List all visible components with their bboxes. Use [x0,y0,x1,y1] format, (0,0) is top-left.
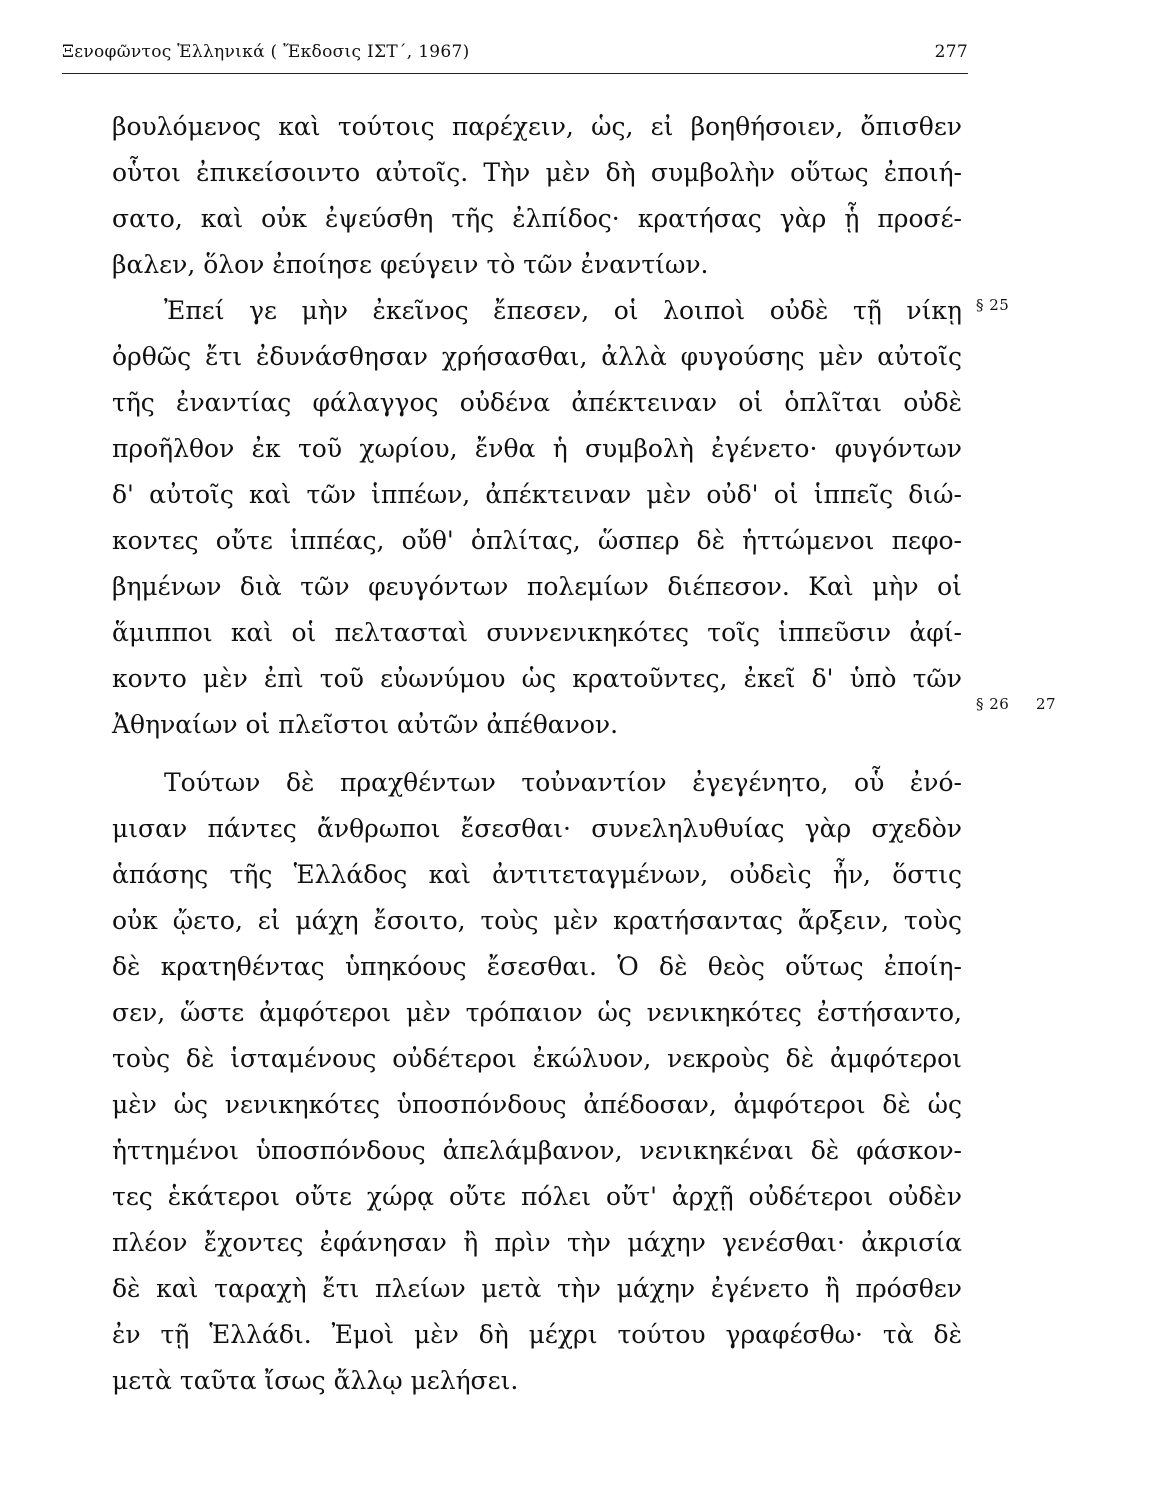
text-line: τοὺς δὲ ἱσταμένους οὐδέτεροι ἐκώλυον, νεκροὺς δὲ ἀμφότεροι [112,1044,962,1073]
text-line: μισαν πάντες ἄνθρωποι ἔσεσθαι· συνεληλυθυίας γὰρ σχεδὸν [112,814,962,843]
page-number: 277 [934,42,968,62]
text-line: κοντες οὔτε ἱππέας, οὔθ' ὁπλίτας, ὥσπερ δὲ ἡττώμενοι πεφο- [112,526,962,555]
text-line: Τούτων δὲ πραχθέντων τοὐναντίον ἐγεγένητο, οὗ ἐνό- [164,768,962,797]
text-line: προῆλθον ἐκ τοῦ χωρίου, ἔνθα ἡ συμβολὴ ἐγένετο· φυγόντων [112,434,962,463]
text-line: Ἀθηναίων οἱ πλεῖστοι αὐτῶν ἀπέθανον. [112,710,619,739]
text-line: ἐν τῇ Ἑλλάδι. Ἐμοὶ μὲν δὴ μέχρι τούτου γραφέσθω· τὰ δὲ [112,1320,962,1349]
text-line: σεν, ὥστε ἀμφότεροι μὲν τρόπαιον ὡς νενικηκότες ἐστήσαντο, [112,998,962,1027]
text-line: μὲν ὡς νενικηκότες ὑποσπόνδους ἀπέδοσαν, ἀμφότεροι δὲ ὡς [112,1090,962,1119]
text-line: σατο, καὶ οὐκ ἐψεύσθη τῆς ἐλπίδος· κρατήσας γὰρ ᾗ προσέ- [112,204,962,233]
body-text [112,104,962,1404]
text-line: μετὰ ταῦτα ἴσως ἄλλῳ μελήσει. [112,1366,519,1395]
text-line: οὗτοι ἐπικείσοιντο αὐτοῖς. Τὴν μὲν δὴ συμβολὴν οὕτως ἐποιή- [112,158,962,187]
text-line: δὲ καὶ ταραχὴ ἔτι πλείων μετὰ τὴν μάχην ἐγένετο ἢ πρόσθεν [112,1274,962,1303]
text-line: βουλόμενος καὶ τούτοις παρέχειν, ὡς, εἰ βοηθήσοιεν, ὄπισθεν [112,112,962,141]
text-line: κοντο μὲν ἐπὶ τοῦ εὐωνύμου ὡς κρατοῦντες, ἐκεῖ δ' ὑπὸ τῶν [112,664,962,693]
text-line: δὲ κρατηθέντας ὑπηκόους ἔσεσθαι. Ὁ δὲ θεὸς οὕτως ἐποίη- [112,952,962,981]
header-rule [62,73,968,74]
running-header [62,40,968,70]
text-line: Ἐπεί γε μὴν ἐκεῖνος ἔπεσεν, οἱ λοιποὶ οὐδὲ τῇ νίκῃ [164,296,962,325]
section-marker-26: § 26 [976,695,1010,713]
text-line: οὐκ ᾤετο, εἰ μάχη ἔσοιτο, τοὺς μὲν κρατήσαντας ἄρξειν, τοὺς [112,906,962,935]
text-line: βαλεν, ὅλον ἐποίησε φεύγειν τὸ τῶν ἐναντίων. [112,250,709,279]
text-line: βημένων διὰ τῶν φευγόντων πολεμίων διέπεσον. Καὶ μὴν οἱ [112,572,962,601]
text-line: δ' αὐτοῖς καὶ τῶν ἱππέων, ἀπέκτειναν μὲν οὐδ' οἱ ἱππεῖς διώ- [112,480,962,509]
section-marker-25: § 25 [976,296,1010,314]
chapter-marker-27: 27 [1036,695,1057,713]
text-line: ὀρθῶς ἔτι ἐδυνάσθησαν χρήσασθαι, ἀλλὰ φυγούσης μὲν αὐτοῖς [112,342,962,371]
text-line: πλέον ἔχοντες ἐφάνησαν ἢ πρὶν τὴν μάχην γενέσθαι· ἀκρισία [112,1228,962,1257]
text-line: ἡττημένοι ὑποσπόνδους ἀπελάμβανον, νενικηκέναι δὲ φάσκον- [112,1136,962,1165]
text-line: τες ἑκάτεροι οὔτε χώρᾳ οὔτε πόλει οὔτ' ἀρχῇ οὐδέτεροι οὐδὲν [112,1182,962,1211]
header-title: Ξενοφῶντος Ἑλληνικά ( Ἔκδοσις ΙΣΤ΄, 1967) [62,42,470,62]
text-line: ἁπάσης τῆς Ἑλλάδος καὶ ἀντιτεταγμένων, οὐδεὶς ἦν, ὅστις [112,860,962,889]
text-line: τῆς ἐναντίας φάλαγγος οὐδένα ἀπέκτειναν οἱ ὁπλῖται οὐδὲ [112,388,962,417]
text-line: ἅμιπποι καὶ οἱ πελτασταὶ συννενικηκότες τοῖς ἱππεῦσιν ἀφί- [112,618,962,647]
